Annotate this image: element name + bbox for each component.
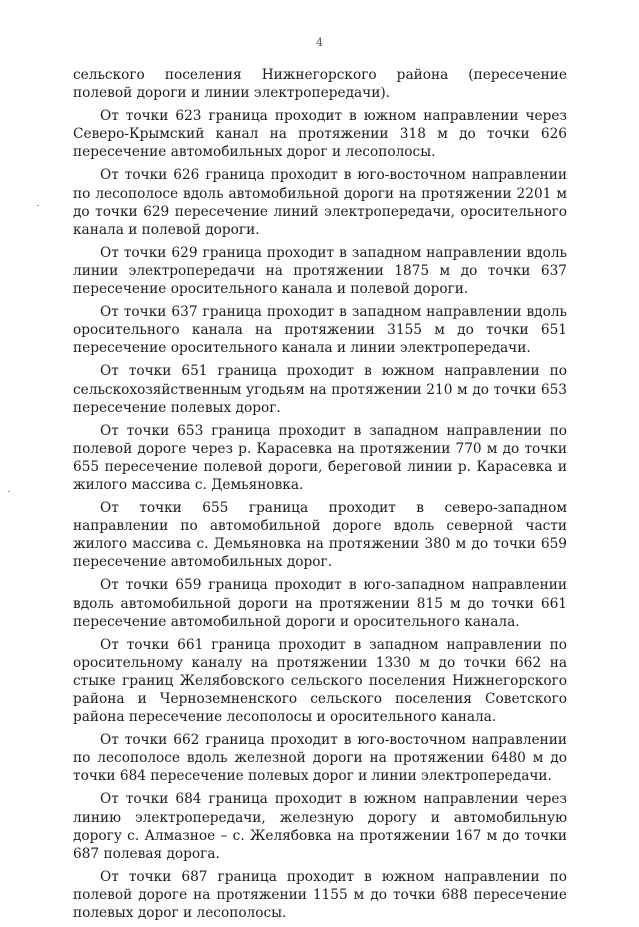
- paragraph: От точки 661 граница проходит в западном направлении по оросительному каналу на протяжении 1330 м до точки 662 на стыке границ Желябовского сельского поселения Нижнегорского района и Черноземненского сельского поселения Советского района пересечение лесополосы и оросительного канала.: [73, 636, 567, 726]
- paragraph: От точки 684 граница проходит в южном направлении через линию электропередачи, железную дорогу и автомобильную дорогу с. Алмазное – с. Желябовка на протяжении 167 м до точки 687 полевая дорога.: [73, 791, 567, 862]
- scan-mark: [8, 491, 10, 492]
- paragraph: От точки 687 граница проходит в южном направлении по полевой дороге на протяжении 1155 м до точки 688 пересечение полевых дорог и лесополосы.: [73, 868, 567, 922]
- paragraph: сельского поселения Нижнегорского района (пересечение полевой дороги и линии электропередачи).: [73, 67, 567, 102]
- paragraph: От точки 653 граница проходит в западном направлении по полевой дороге через р. Карасевка на протяжении 770 м до точки 655 пересечение полевой дороги, береговой линии р. Карасевка и жилого массива с. Демьяновка.: [73, 422, 567, 493]
- page-number: 4: [316, 36, 323, 49]
- paragraph: От точки 662 граница проходит в юго-восточном направлении по лесополосе вдоль железной дороги на протяжении 6480 м до точки 684 пересечение полевых дорог и линии электропередачи.: [73, 732, 567, 785]
- document-body: [73, 66, 567, 927]
- paragraph: От точки 623 граница проходит в южном направлении через Северо-Крымский канал на протяжении 318 м до точки 626 пересечение автомобильных дорог и лесополосы.: [73, 108, 567, 161]
- paragraph: От точки 655 граница проходит в северо-западном направлении по автомобильной дороге вдоль северной части жилого массива с. Демьяновка на протяжении 380 м до точки 659 пересечение автомобильных дорог.: [73, 500, 567, 571]
- paragraph: От точки 629 граница проходит в западном направлении вдоль линии электропередачи на протяжении 1875 м до точки 637 пересечение оросительного канала и полевой дороги.: [73, 244, 567, 298]
- paragraph: От точки 637 граница проходит в западном направлении вдоль оросительного канала на протяжении 3155 м до точки 651 пересечение оросительного канала и линии электропередачи.: [73, 304, 567, 357]
- paragraph: От точки 626 граница проходит в юго-восточном направлении по лесополосе вдоль автомобильной дороги на протяжении 2201 м до точки 629 пересечение линий электропередачи, оросительного канала и полевой дороги.: [73, 167, 567, 238]
- paragraph: От точки 659 граница проходит в юго-западном направлении вдоль автомобильной дороги на протяжении 815 м до точки 661 пересечение автомобильной дороги и оросительного канала.: [73, 577, 567, 630]
- paragraph: От точки 651 граница проходит в южном направлении по сельскохозяйственным угодьям на протяжении 210 м до точки 653 пересечение полевых дорог.: [73, 363, 567, 416]
- scan-mark: [37, 205, 39, 206]
